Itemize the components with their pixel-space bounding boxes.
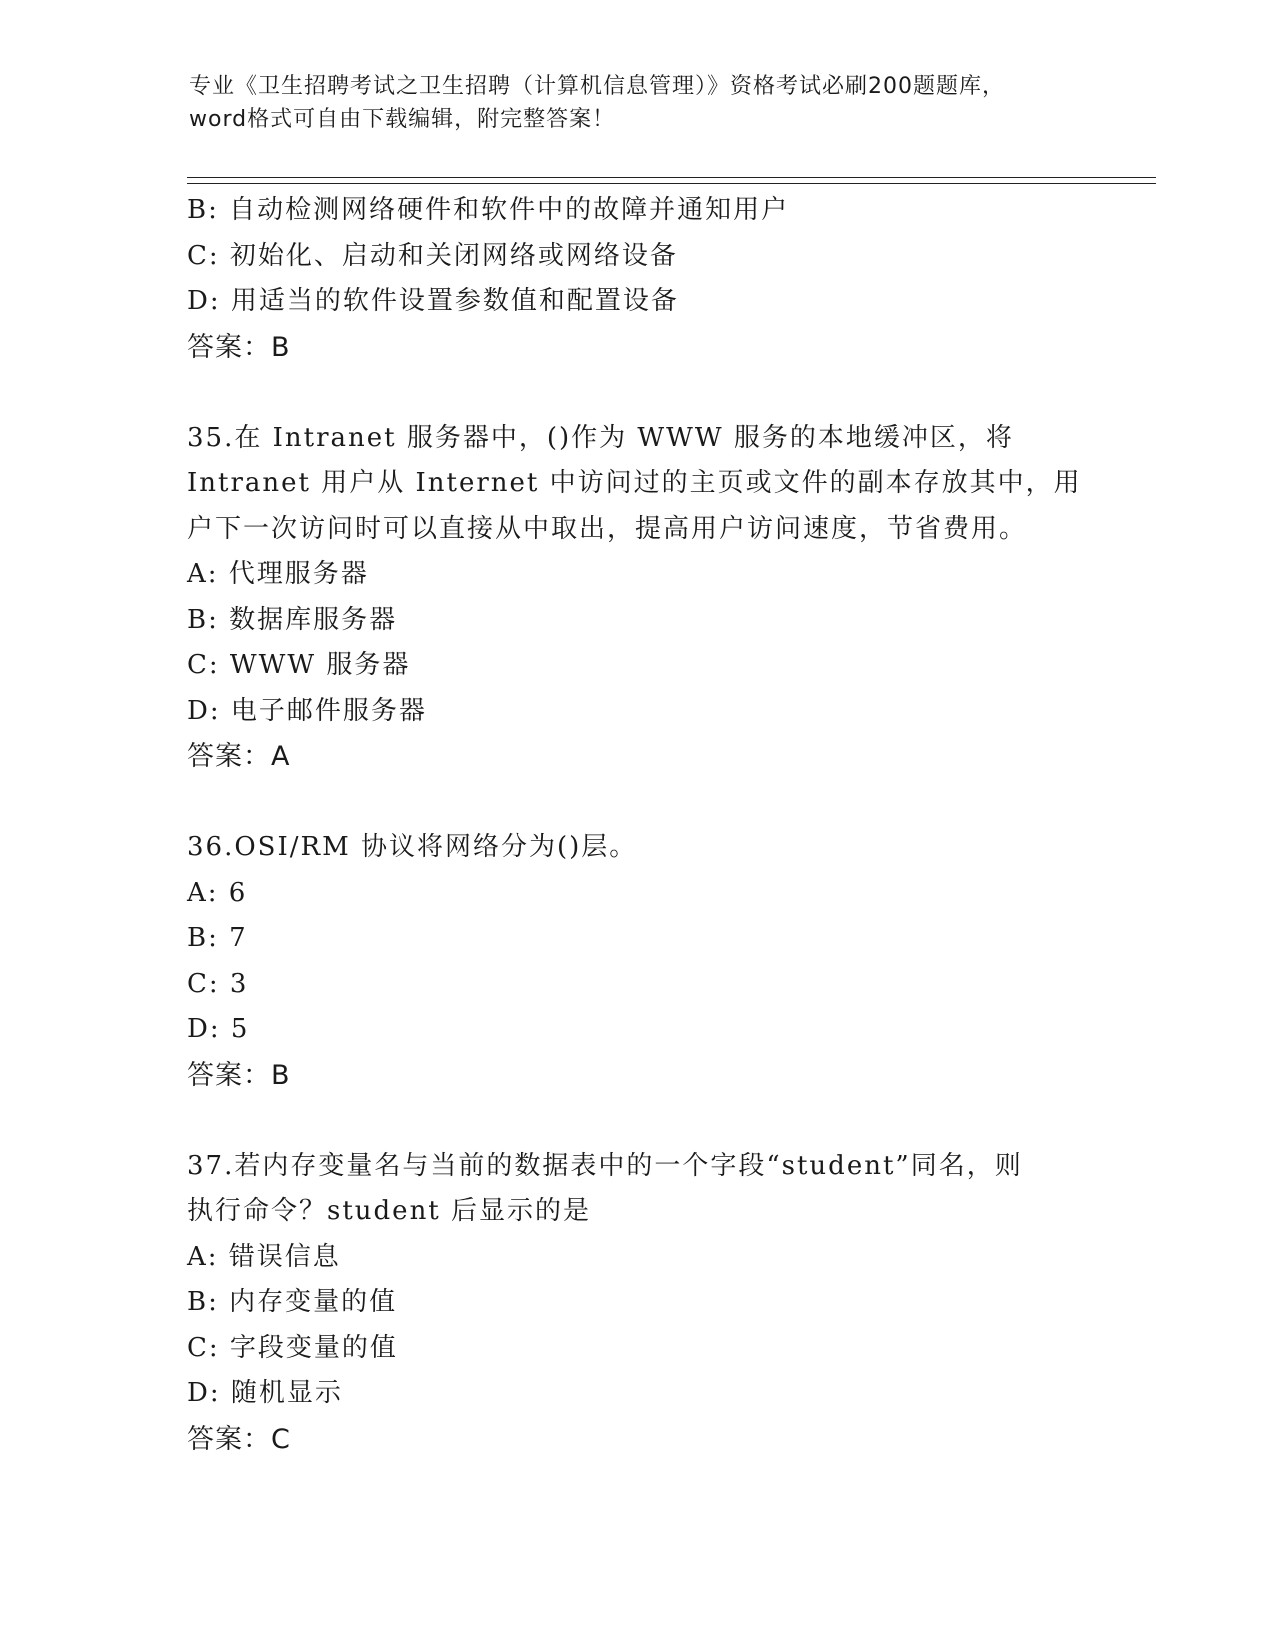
spacer	[187, 780, 1137, 826]
option-d: D: 用适当的软件设置参数值和配置设备	[187, 286, 679, 316]
header-divider-bottom	[187, 183, 1156, 184]
option-b: B: 数据库服务器	[187, 604, 398, 635]
question-37	[187, 1144, 1137, 1463]
question-stem-line: 36.OSI/RM 协议将网络分为()层。	[187, 832, 638, 862]
question-content	[187, 188, 1137, 1462]
option-a: A: 6	[187, 877, 248, 908]
question-stem-line: 37.若内存变量名与当前的数据表中的一个字段“student”同名，则	[187, 1150, 1023, 1181]
option-a: A: 代理服务器	[187, 559, 369, 589]
header-title-line-2: word格式可自由下载编辑，附完整答案！	[189, 107, 616, 132]
answer-line: 答案：C	[187, 1423, 291, 1455]
option-c: C: 3	[187, 968, 249, 999]
question-34-continued	[187, 188, 1137, 370]
question-stem-line: 户下一次访问时可以直接从中取出，提高用户访问速度，节省费用。	[187, 513, 1028, 544]
spacer	[187, 370, 1137, 416]
option-b: B: 内存变量的值	[187, 1287, 398, 1317]
spacer	[187, 1098, 1137, 1144]
option-d: D: 随机显示	[187, 1378, 343, 1408]
question-36	[187, 825, 1137, 1098]
answer-line: 答案：B	[187, 331, 291, 363]
header-divider-top	[187, 177, 1156, 178]
header-title-line-1: 专业《卫生招聘考试之卫生招聘（计算机信息管理）》资格考试必刷200题题库，	[189, 74, 1005, 99]
option-a: A: 错误信息	[187, 1241, 341, 1272]
option-c: C: 字段变量的值	[187, 1332, 398, 1363]
option-d: D: 5	[187, 1014, 250, 1044]
question-35	[187, 416, 1137, 780]
answer-line: 答案：B	[187, 1059, 291, 1091]
question-stem-line: 35.在 Intranet 服务器中，()作为 WWW 服务的本地缓冲区，将	[187, 422, 1014, 453]
question-stem-line: 执行命令？student 后显示的是	[187, 1196, 592, 1226]
question-stem-line: Intranet 用户从 Internet 中访问过的主页或文件的副本存放其中，用	[187, 468, 1082, 498]
option-b: B: 7	[187, 923, 248, 953]
option-b: B: 自动检测网络硬件和软件中的故障并通知用户	[187, 195, 790, 225]
document-header	[189, 70, 1089, 136]
option-c: C: 初始化、启动和关闭网络或网络设备	[187, 240, 678, 271]
option-c: C: WWW 服务器	[187, 650, 411, 680]
answer-line: 答案：A	[187, 741, 291, 772]
option-d: D: 电子邮件服务器	[187, 695, 427, 726]
